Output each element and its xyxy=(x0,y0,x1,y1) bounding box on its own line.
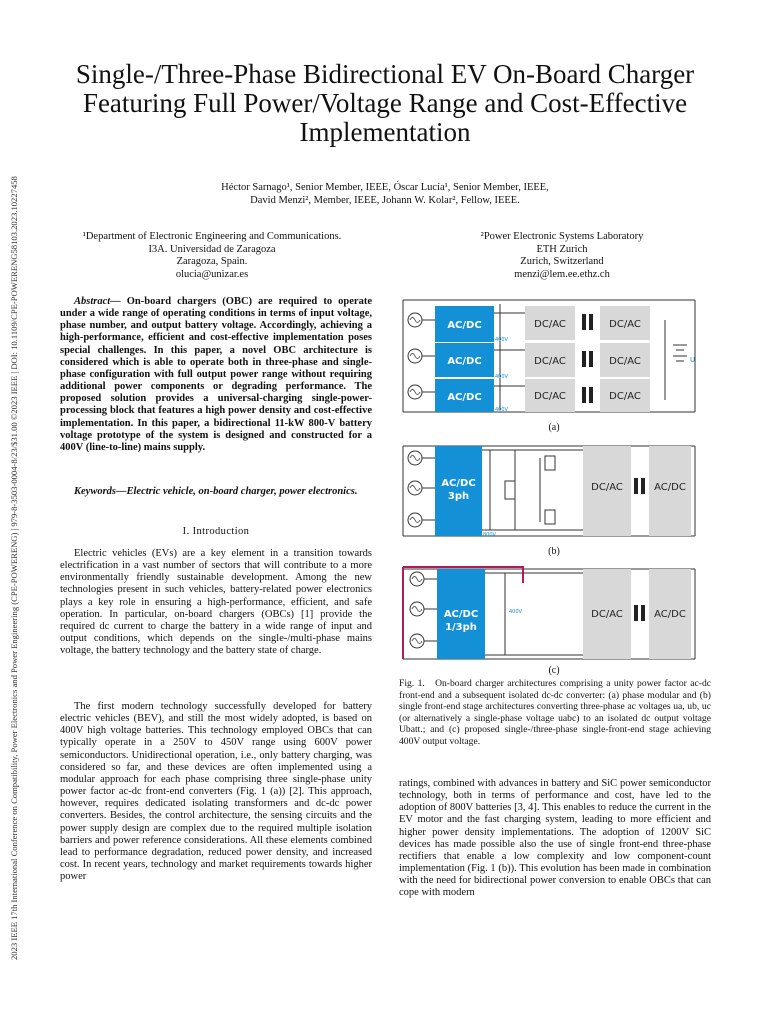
affiliation-right xyxy=(412,231,712,281)
transformer-symbols xyxy=(634,478,645,494)
dcac-label: DC/AC xyxy=(609,356,641,367)
body-paragraph: ratings, combined with advances in battery and SiC power semiconductor technology, both in terms of performance and cost, have led to the adoption of 800V batteries [3, 4]. This enables to reduce the current in the EV motor and the fast charging system, leading to more efficient and higher power density implementations. The adoption of 1200V SiC devices has made possible also the use of single front-end three-phase rectifiers that enable a low complexity and low component-count implementation (Fig. 1 (b)). This evolution has been made in combination with the need for bidirectional power conversion to enable OBCs that can cope with modern xyxy=(399,778,711,899)
voltage-label-400v: 400V xyxy=(495,374,508,380)
dcac-label: DC/AC xyxy=(591,482,623,493)
dcac-label: DC/AC xyxy=(534,356,566,367)
voltage-label-400v: 400V xyxy=(509,609,522,615)
keywords-label: Keywords— xyxy=(74,486,127,497)
transformer-symbols xyxy=(582,314,593,403)
keywords-text: Electric vehicle, on-board charger, power electronics. xyxy=(126,486,358,497)
voltage-label-400v: 400V xyxy=(495,337,508,343)
keywords xyxy=(60,486,372,498)
dcac-label: DC/AC xyxy=(534,319,566,330)
affiliation-left xyxy=(62,231,362,281)
acdc-label: AC/DC xyxy=(447,320,482,331)
acdc-label: AC/DC xyxy=(654,609,686,620)
single-three-phase-label: 1/3ph xyxy=(445,622,477,633)
affiliation-line: ²Power Electronic Systems Laboratory xyxy=(480,231,644,242)
dcac-label: DC/AC xyxy=(534,391,566,402)
affiliation-email: olucia@unizar.es xyxy=(175,268,249,280)
author-list xyxy=(100,181,670,207)
figure-1a-circuit xyxy=(395,290,713,420)
battery-voltage-label: U xyxy=(690,356,696,364)
acdc-label: AC/DC xyxy=(447,392,482,403)
sidebar-citation xyxy=(9,70,23,960)
affiliation-email: menzi@lem.ee.ethz.ch xyxy=(514,268,610,280)
acdc-label: AC/DC xyxy=(441,478,476,489)
voltage-label-400v: 400V xyxy=(495,407,508,413)
paper-title: Single-/Three-Phase Bidirectional EV On-Board Charger Featuring Full Power/Voltage Range and Cost-Effective Implementation xyxy=(75,59,695,147)
dcac-label: DC/AC xyxy=(609,319,641,330)
dcac-label: DC/AC xyxy=(609,391,641,402)
right-column-body xyxy=(399,778,711,900)
keywords-paragraph xyxy=(60,486,372,498)
figure-1a-label: (a) xyxy=(548,422,560,433)
abstract-paragraph xyxy=(60,296,372,454)
figure-1b-label: (b) xyxy=(548,546,560,557)
affiliation-line: ETH Zurich xyxy=(536,243,588,255)
affiliation-line: ¹Department of Electronic Engineering and Communications. xyxy=(82,231,342,242)
abstract-text: On-board chargers (OBC) are required to operate under a wide range of operating conditions in terms of input voltage, phase number, and output battery voltage. Accordingly, achieving a high-performance, efficient and cost-effective implementation poses special challenges. In this paper, a novel OBC architecture is considered which is able to operate both in three-phase and single-phase configuration with full output power range without requiring additional power components or degrading performance. The proposed solution provides a universal-charging single-power-processing block that features a high power density and cost-effective implementation. In this paper, a bidirectional 11-kW 800-V battery voltage prototype of the system is designed and constructed for a 400V (line-to-line) mains supply. xyxy=(60,296,372,453)
affiliation-line: Zaragoza, Spain. xyxy=(176,256,248,267)
body-paragraph: The first modern technology successfully developed for battery electric vehicles (BEV), and still the most widely adopted, is based on 400V high voltage batteries. This technology employed OBCs that can typically operate in a 250V to 450V range using 600V power semiconductors. Unidirectional operation, i.e., only battery charging, was considered so far, and these devices are often implemented using a modular approach for each phase comprising three single-phase unity power factor ac-dc front-end converters (Fig. 1 (a)) [2]. This approach, however, requires dedicated isolating transformers and dc-dc power converters. Besides, the control architecture, the sensing circuits and the power supply design are complex due to the required multiple isolation barriers and power reference considerations. All these elements combined lead to performance degradation, reduced power density, and increased cost. In recent years, technology and market requirements towards higher power xyxy=(60,701,372,883)
figure-1c-label: (c) xyxy=(548,665,560,676)
author-line-1: Héctor Sarnago¹, Senior Member, IEEE, Óscar Lucía¹, Senior Member, IEEE, xyxy=(221,182,549,193)
sidebar-citation-text: 2023 IEEE 17th International Conference on Compatibility, Power Electronics and Power Engineering (CPE-POWERENG) | 979-8-3503-0004-8/23/$31.00 ©2023 IEEE | DOI: 10.1109/CPE-POWERENG58103.2023.10227458 xyxy=(9,176,19,960)
voltage-label-800v: 800V xyxy=(483,532,496,538)
caption-label: Fig. 1. xyxy=(399,678,425,689)
intro-paragraph-1 xyxy=(60,548,372,657)
affiliation-line: Zurich, Switzerland xyxy=(520,256,604,267)
acdc-label: AC/DC xyxy=(443,609,479,620)
affiliation-line: I3A. Universidad de Zaragoza xyxy=(148,243,276,255)
section-heading-introduction: I. Introduction xyxy=(182,526,250,537)
intro-paragraph-2 xyxy=(60,701,372,883)
transformer-symbols xyxy=(634,605,645,621)
figure-1c-circuit xyxy=(395,561,713,665)
abstract-label: Abstract— xyxy=(74,296,121,307)
acdc-label: AC/DC xyxy=(654,482,686,493)
dcac-label: DC/AC xyxy=(591,609,623,620)
author-line-2: David Menzi², Member, IEEE, Johann W. Kolar², Fellow, IEEE. xyxy=(250,195,520,206)
body-paragraph: Electric vehicles (EVs) are a key element in a transition towards electrification in a vast number of sectors that will contribute to a more environmentally friendly sustainable development. Among the new technologies present in such vehicles, battery-related power electronics plays a key role in ensuring a high-performance, efficient, and safe operation. In particular, on-board chargers (OBCs) [1] provide the required dc current to charge the battery in a wide range of input and output conditions, which depends on the single-/multi-phase mains voltage, the battery technology and the battery state of charge. xyxy=(60,548,372,657)
figure-1b-circuit xyxy=(395,436,713,544)
caption-text: On-board charger architectures comprising a unity power factor ac-dc front-end and a subsequent isolated dc-dc converter: (a) phase modular and (b) single front-end stage architectures converting three-phase ac voltages ua, ub, uc (or alternatively a single-phase voltage uabc) to an isolated dc output voltage Ubatt.; and (c) proposed single-/three-phase single-front-end stage achieving 400V output voltage. xyxy=(399,678,711,747)
figure-1-caption xyxy=(399,678,711,747)
caption-paragraph xyxy=(399,678,711,747)
abstract xyxy=(60,296,372,454)
acdc-label: AC/DC xyxy=(447,356,482,367)
three-phase-label: 3ph xyxy=(447,491,470,502)
